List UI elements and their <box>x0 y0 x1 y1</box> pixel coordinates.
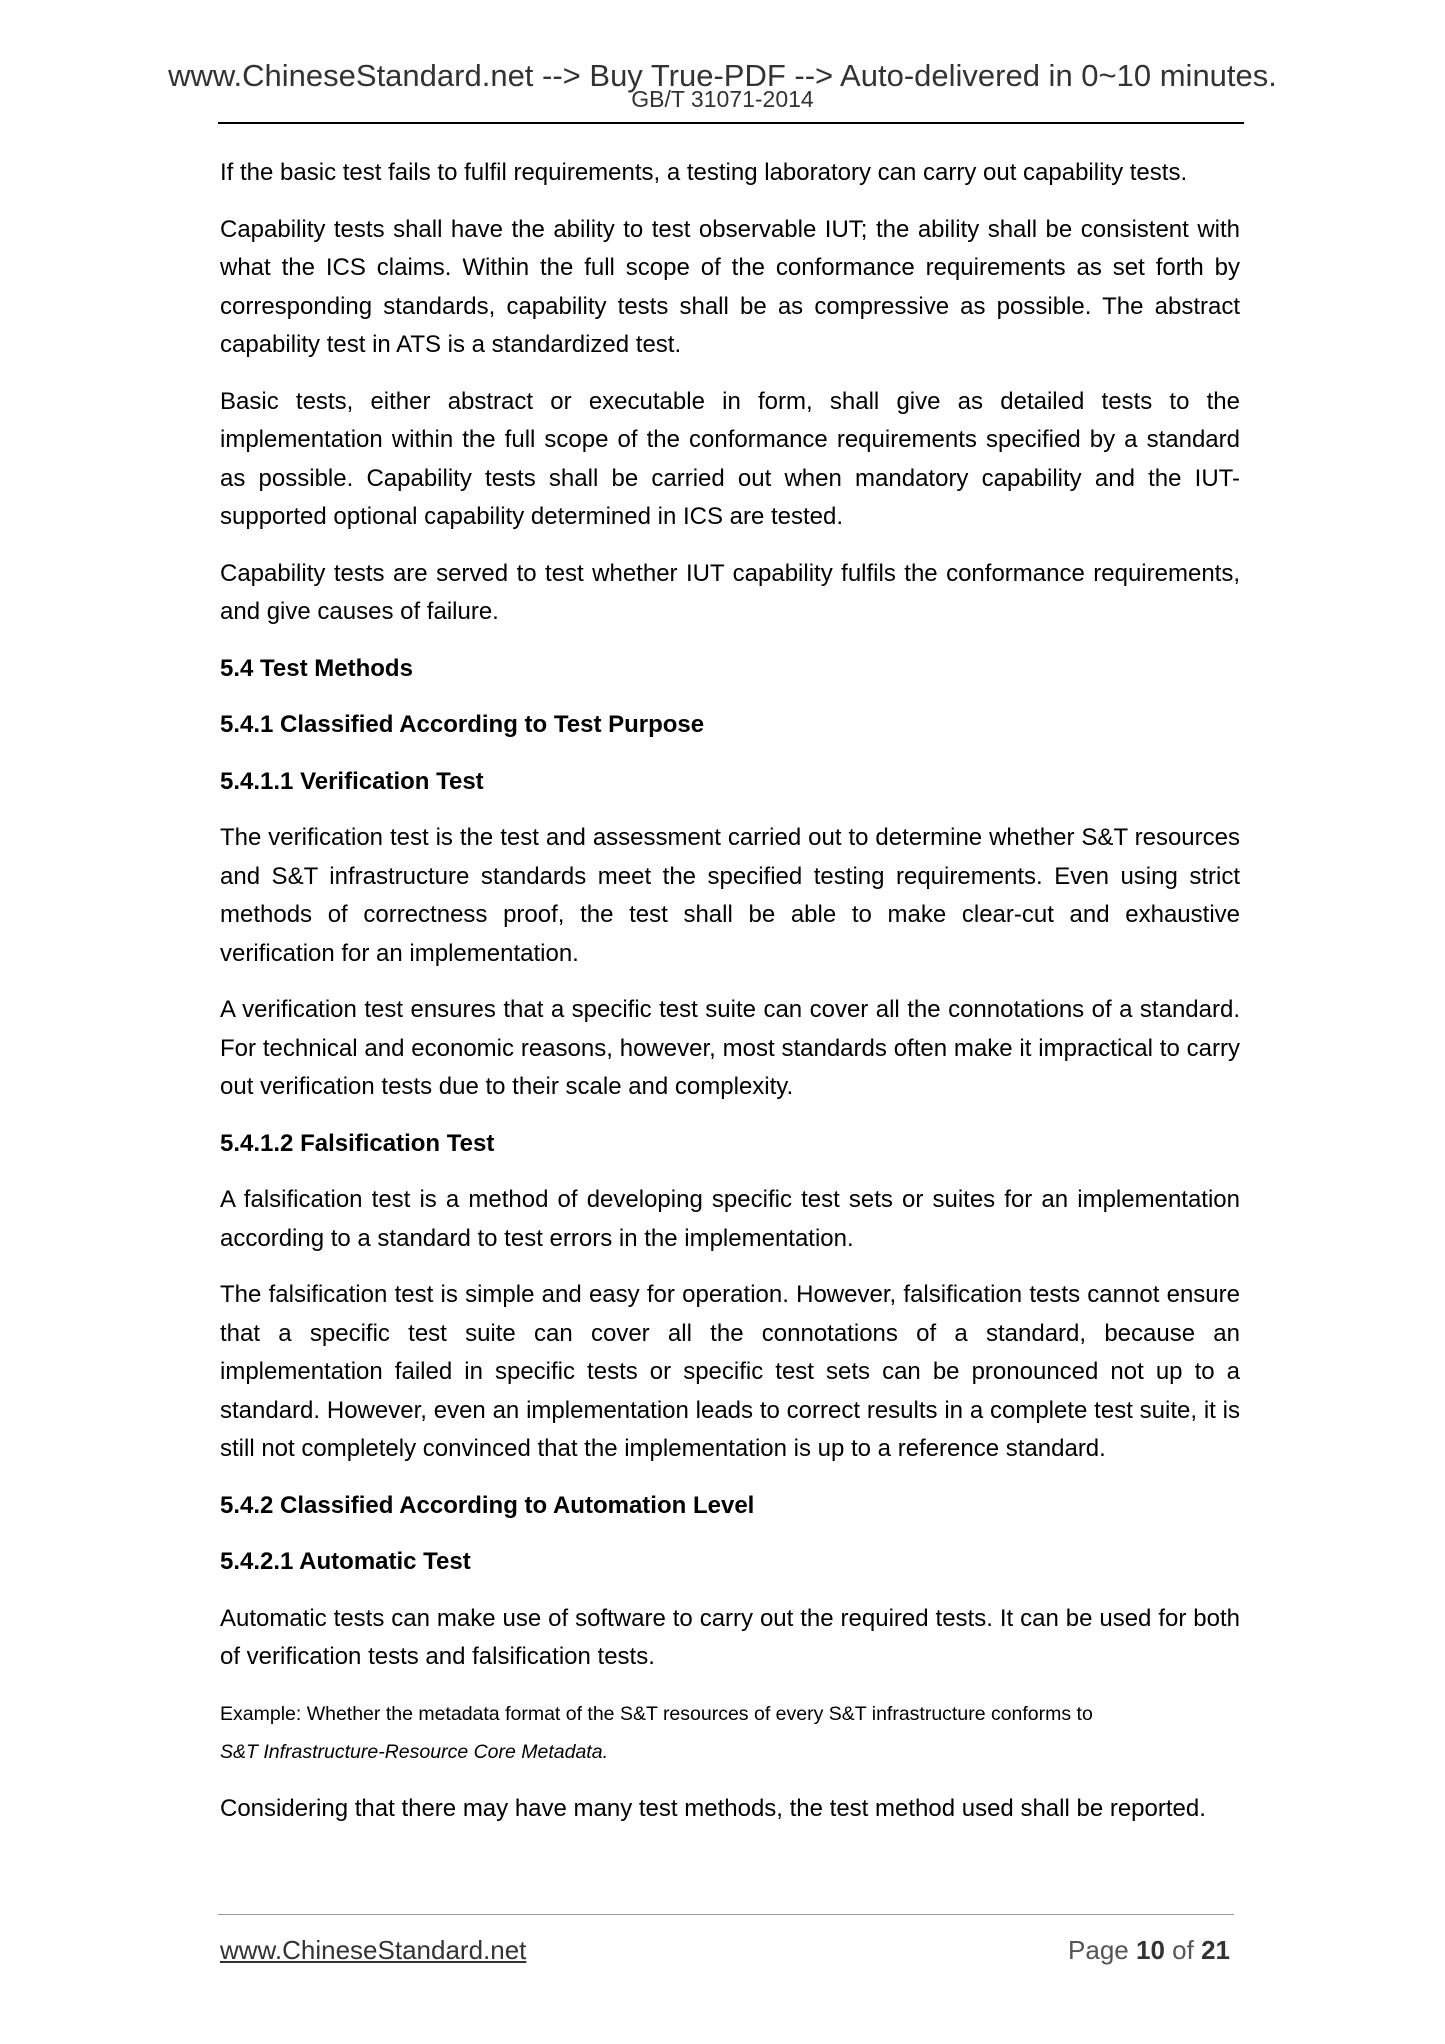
header-divider <box>218 122 1244 124</box>
section-heading-5-4-2-1: 5.4.2.1 Automatic Test <box>220 1548 471 1575</box>
page-of: of <box>1172 1935 1194 1965</box>
section-heading-5-4-1: 5.4.1 Classified According to Test Purpose <box>220 711 705 738</box>
section-heading-5-4: 5.4 Test Methods <box>220 654 413 682</box>
page-total: 21 <box>1201 1935 1230 1965</box>
paragraph-basic-test-failure: If the basic test fails to fulfil requirements, a testing laboratory can carry out capability tests. <box>220 159 1188 186</box>
paragraph-falsification-limits: The falsification test is simple and easy for operation. However, falsification tests cannot ensure that a specific test suite can cover all the connotations of a standard, because an implementation failed in specific tests or specific test sets can be pronounced not up to a standard. However, even an implementation leads to correct results in a complete test suite, it is still not completely convinced that the implementation is up to a reference standard. <box>220 1281 1240 1462</box>
paragraph-automatic-test: Automatic tests can make use of software to carry out the required tests. It can be used for both of verification tests and falsification tests. <box>220 1604 1240 1670</box>
site-banner: www.ChineseStandard.net --> Buy True-PDF --> Auto-delivered in 0~10 minutes. <box>168 58 1277 93</box>
footer-site-link[interactable]: www.ChineseStandard.net <box>220 1935 527 1965</box>
page-current: 10 <box>1136 1935 1165 1965</box>
paragraph-verification-test: The verification test is the test and assessment carried out to determine whether S&T resources and S&T infrastructure standards meet the specified testing requirements. Even using strict methods of correctness proof, the test shall be able to make clear-cut and exhaustive verification for an implementation. <box>220 824 1240 967</box>
footer-divider <box>218 1914 1234 1915</box>
example-italic-reference: S&T Infrastructure-Resource Core Metadata. <box>220 1741 608 1763</box>
section-heading-5-4-1-2: 5.4.1.2 Falsification Test <box>220 1129 495 1157</box>
example-text: Example: Whether the metadata format of the S&T resources of every S&T infrastructure conforms to <box>220 1702 1093 1725</box>
paragraph-test-method-reporting: Considering that there may have many test methods, the test method used shall be reported. <box>220 1794 1206 1822</box>
example-note <box>220 1695 1240 1772</box>
paragraph-verification-coverage: A verification test ensures that a specific test suite can cover all the connotations of a standard. For technical and economic reasons, however, most standards often make it impractical to carry out verification tests due to their scale and complexity. <box>220 996 1240 1100</box>
paragraph-capability-purpose: Capability tests are served to test whether IUT capability fulfils the conformance requirements, and give causes of failure. <box>220 559 1240 625</box>
standard-code: GB/T 31071-2014 <box>631 86 814 112</box>
paragraph-capability-tests: Capability tests shall have the ability to test observable IUT; the ability shall be consistent with what the ICS claims. Within the full scope of the conformance requirements as set forth by corresponding standards, capability tests shall be as compressive as possible. The abstract capability test in ATS is a standardized test. <box>220 215 1240 358</box>
page-indicator <box>1068 1934 1230 1966</box>
section-heading-5-4-1-1: 5.4.1.1 Verification Test <box>220 767 484 795</box>
paragraph-falsification-test: A falsification test is a method of developing specific test sets or suites for an implementation according to a standard to test errors in the implementation. <box>220 1186 1240 1252</box>
document-body <box>220 154 1240 1846</box>
section-heading-5-4-2: 5.4.2 Classified According to Automation Level <box>220 1491 755 1519</box>
paragraph-basic-tests: Basic tests, either abstract or executable in form, shall give as detailed tests to the implementation within the full scope of the conformance requirements specified by a standard as possible. Capability tests shall be carried out when mandatory capability and the IUT-supported optional capability determined in ICS are tested. <box>220 387 1240 530</box>
page-prefix: Page <box>1068 1935 1129 1965</box>
